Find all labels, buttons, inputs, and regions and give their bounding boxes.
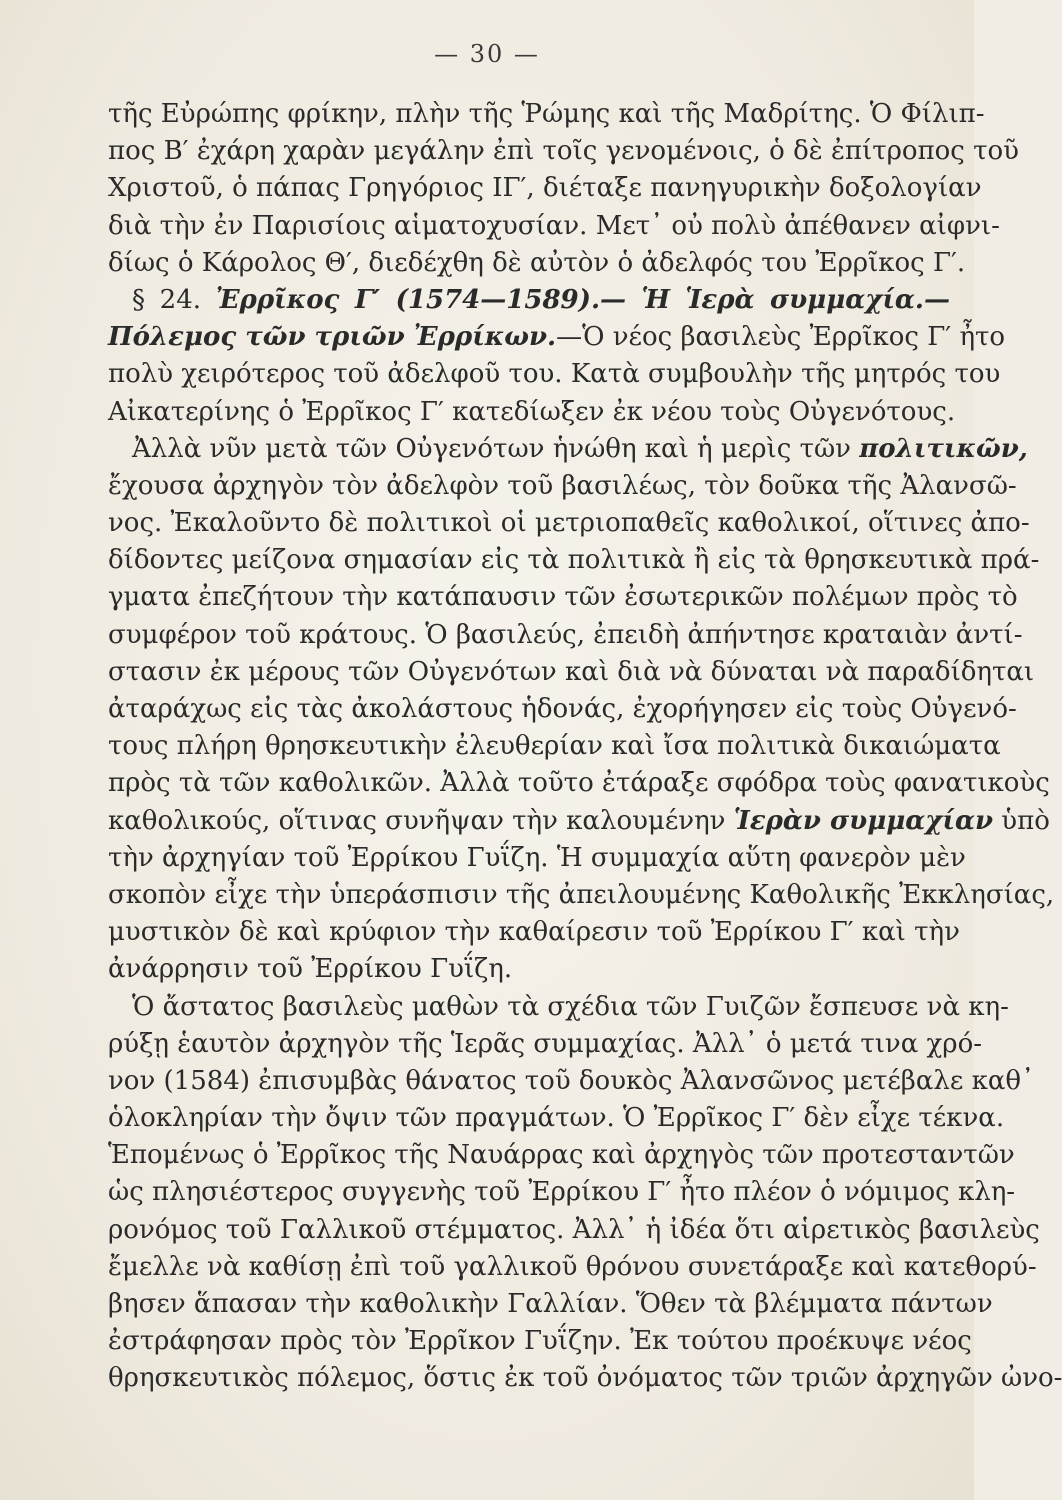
line-text: πολὺ χειρότερος τοῦ ἀδελφοῦ του. Κατὰ συμβουλὴν τῆς μητρός του <box>108 359 1001 390</box>
text-line <box>108 96 985 133</box>
line-text: Ὁ ἄστατος βασιλεὺς μαθὼν τὰ σχέδια τῶν Γυιζῶν ἔσπευσε νὰ κη- <box>132 991 1009 1022</box>
text-line <box>108 208 1000 245</box>
text-line <box>108 579 1018 616</box>
text-line <box>108 989 1009 1026</box>
text-line <box>108 617 1023 654</box>
text-line <box>108 1249 1037 1286</box>
line-text: δίδοντες μείζονα σημασίαν εἰς τὰ πολιτικὰ ἢ εἰς τὰ θρησκευτικὰ πρά- <box>108 545 1040 576</box>
text-line <box>108 505 1030 542</box>
line-text: ἀταράχως εἰς τὰς ἀκολάστους ἡδονάς, ἐχορήγησεν εἰς τοὺς Οὐγενό- <box>108 694 1017 724</box>
text-line <box>108 1174 1016 1211</box>
line-text: συμφέρον τοῦ κράτους. Ὁ βασιλεύς, ἐπειδὴ ἀπήντησε κραταιὰν ἀντί- <box>108 619 1023 650</box>
text-line <box>108 914 960 951</box>
line-text: ρονόμος τοῦ Γαλλικοῦ στέμματος. Ἀλλ᾿ ἡ ἰδέα ὅτι αἱρετικὸς βασιλεὺς <box>108 1214 1040 1245</box>
text-line <box>108 394 956 431</box>
line-text: καθολικούς, οἵτινας συνῆψαν τὴν καλουμένην <box>108 805 734 836</box>
line-text: § 24. <box>132 284 216 315</box>
line-text: Χριστοῦ, ὁ πάπας Γρηγόριος ΙΓ′, διέταξε πανηγυρικὴν δοξολογίαν <box>108 173 982 204</box>
line-text: ἐστράφησαν πρὸς τὸν Ἐρρῖκον Γυΐζην. Ἐκ τούτου προέκυψε νέος <box>108 1326 972 1357</box>
line-text: ὁλοκληρίαν τὴν ὄψιν τῶν πραγμάτων. Ὁ Ἐρρῖκος Γ′ δὲν εἶχε τέκνα. <box>108 1103 1005 1134</box>
line-text: πρὸς τὰ τῶν καθολικῶν. Ἀλλὰ τοῦτο ἐτάραξε σφόδρα τοὺς φανατικοὺς <box>108 768 1050 799</box>
emphasized-text: Πόλεμος τῶν τριῶν Ἐρρίκων. <box>108 322 557 353</box>
text-line <box>108 654 1035 691</box>
text-line <box>108 877 1055 914</box>
line-text: ἔχουσα ἀρχηγὸν τὸν ἀδελφὸν τοῦ βασιλέως, τὸν δοῦκα τῆς Ἀλανσῶ- <box>108 470 1017 501</box>
text-line <box>108 1360 1062 1397</box>
line-text: γματα ἐπεζήτουν τὴν κατάπαυσιν τῶν ἐσωτερικῶν πολέμων πρὸς τὸ <box>108 582 1018 613</box>
text-line <box>108 803 1050 840</box>
line-text: τῆς Εὐρώπης φρίκην, πλὴν τῆς Ῥώμης καὶ τῆς Μαδρίτης. Ὁ Φίλιπ- <box>108 99 985 129</box>
emphasized-text: Ἐρρῖκος Γ′ (1574—1589).— Ἡ Ἱερὰ συμμαχία.— <box>215 284 950 315</box>
line-text: πος Β′ ἐχάρη χαρὰν μεγάλην ἐπὶ τοῖς γενομένοις, ὁ δὲ ἐπίτροπος τοῦ <box>108 136 1019 167</box>
text-line <box>108 1026 983 1063</box>
text-line <box>108 951 950 988</box>
text-line <box>108 1286 993 1323</box>
line-text: ὑπὸ <box>993 805 1050 836</box>
line-text: νος. Ἐκαλοῦντο δὲ πολιτικοὶ οἱ μετριοπαθεῖς καθολικοί, οἵτινες ἀπο- <box>108 508 1030 539</box>
text-line <box>108 431 1028 468</box>
emphasized-text: Ἱερὰν συμμαχίαν <box>733 805 994 836</box>
text-line <box>108 170 982 207</box>
line-text: ρύξῃ ἑαυτὸν ἀρχηγὸν τῆς Ἱερᾶς συμμαχίας. Ἀλλ᾿ ὁ μετά τινα χρό- <box>108 1028 983 1059</box>
line-text: τους πλήρη θρησκευτικὴν ἐλευθερίαν καὶ ἴσα πολιτικὰ δικαιώματα <box>108 731 1001 762</box>
line-text: ἔμελλε νὰ καθίσῃ ἐπὶ τοῦ γαλλικοῦ θρόνου συνετάραξε καὶ κατεθορύ- <box>108 1251 1037 1282</box>
text-line <box>108 1212 1040 1249</box>
text-line <box>108 542 1040 579</box>
page-number: — 30 — <box>434 40 540 68</box>
emphasized-text: πολιτικῶν, <box>859 433 1028 464</box>
text-line <box>108 282 950 319</box>
body-text <box>108 96 1062 1398</box>
text-line <box>108 319 1006 356</box>
line-text: Ἀλλὰ νῦν μετὰ τῶν Οὐγενότων ἡνώθη καὶ ἡ μερὶς τῶν <box>132 433 860 464</box>
line-text: μυστικὸν δὲ καὶ κρύφιον τὴν καθαίρεσιν τοῦ Ἐρρίκου Γ′ καὶ τὴν <box>108 917 960 948</box>
text-line <box>108 1137 1015 1174</box>
text-line <box>108 468 1017 505</box>
text-line <box>108 133 1019 170</box>
text-line <box>108 691 1017 728</box>
line-text: νον (1584) ἐπισυμβὰς θάνατος τοῦ δουκὸς Ἀλανσῶνος μετέβαλε καθ᾿ <box>108 1065 1035 1096</box>
text-line <box>108 356 1001 393</box>
line-text: δίως ὁ Κάρολος Θ′, διεδέχθη δὲ αὐτὸν ὁ ἀδελφός του Ἐρρῖκος Γ′. <box>108 247 966 278</box>
line-text: διὰ τὴν ἐν Παρισίοις αἱματοχυσίαν. Μετ᾿ οὐ πολὺ ἀπέθανεν αἰφνι- <box>108 210 1000 241</box>
line-text: σκοπὸν εἶχε τὴν ὑπεράσπισιν τῆς ἀπειλουμένης Καθολικῆς Ἐκκλησίας, <box>108 879 1055 910</box>
line-text: βησεν ἅπασαν τὴν καθολικὴν Γαλλίαν. Ὅθεν τὰ βλέμματα πάντων <box>108 1289 993 1319</box>
text-line <box>108 728 1001 765</box>
line-text: —Ὁ νέος βασιλεὺς Ἐρρῖκος Γ′ ἦτο <box>556 322 1006 353</box>
line-text: θρησκευτικὸς πόλεμος, ὅστις ἐκ τοῦ ὀνόματος τῶν τριῶν ἀρχηγῶν ὠνο- <box>108 1363 1062 1394</box>
text-line <box>108 840 966 877</box>
text-line <box>108 765 1050 802</box>
line-text: Αἰκατερίνης ὁ Ἐρρῖκος Γ′ κατεδίωξεν ἐκ νέου τοὺς Οὐγενότους. <box>108 396 956 427</box>
text-line <box>108 1100 1005 1137</box>
line-text: ὡς πλησιέστερος συγγενὴς τοῦ Ἐρρίκου Γ′ ἦτο πλέον ὁ νόμιμος κλη- <box>108 1177 1016 1208</box>
line-text: τὴν ἀρχηγίαν τοῦ Ἐρρίκου Γυΐζη. Ἡ συμμαχία αὕτη φανερὸν μὲν <box>108 842 966 873</box>
line-text: Ἑπομένως ὁ Ἐρρῖκος τῆς Ναυάρρας καὶ ἀρχηγὸς τῶν προτεσταντῶν <box>108 1140 1015 1171</box>
text-line <box>108 245 966 282</box>
text-line <box>108 1063 1035 1100</box>
text-line <box>108 1323 972 1360</box>
line-text: στασιν ἐκ μέρους τῶν Οὐγενότων καὶ διὰ νὰ δύναται νὰ παραδίδηται <box>108 656 1035 687</box>
line-text: ἀνάρρησιν τοῦ Ἐρρίκου Γυΐζη. <box>108 954 513 985</box>
